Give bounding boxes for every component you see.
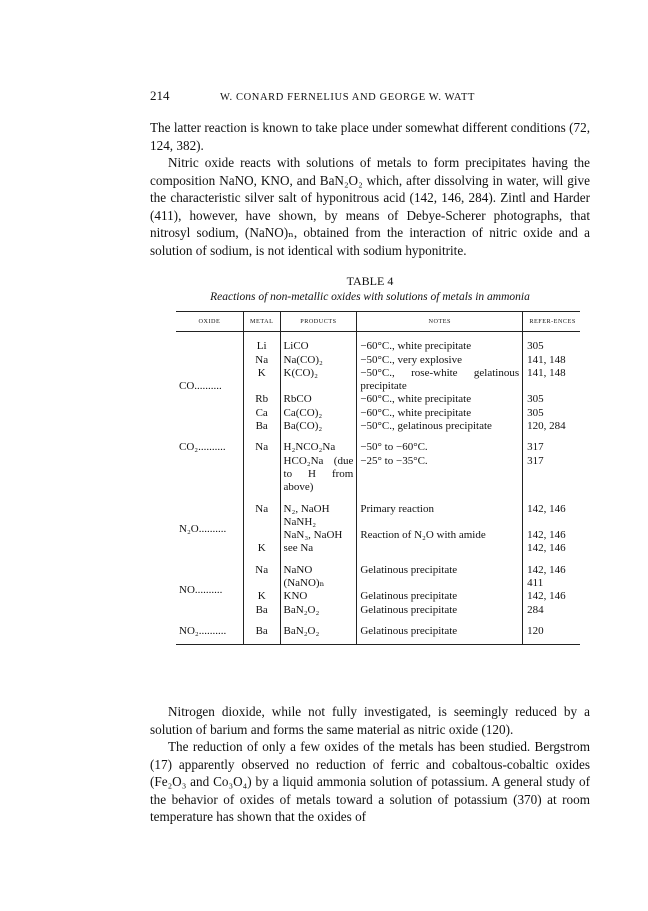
notes-cell: −50°C., gelatinous precipitate xyxy=(357,420,523,433)
product-cell: KNO xyxy=(280,590,357,603)
oxide-label: CO₂.......... xyxy=(179,441,226,454)
paragraph: The latter reaction is known to take place under somewhat different conditions (72, 124, 382). xyxy=(150,120,590,153)
product-cell: Na(CO)₂ xyxy=(280,354,357,367)
table-row xyxy=(176,503,580,530)
product-cell: NaN₃, NaOH xyxy=(280,529,357,542)
reference-cell: 141, 148 xyxy=(523,354,580,367)
oxide-label: N₂O.......... xyxy=(179,522,227,535)
product-cell: HCO₂Na (due to H from above) xyxy=(280,455,357,495)
notes-cell: −60°C., white precipitate xyxy=(357,393,523,406)
paragraph: The reduction of only a few oxides of the metals has been studied. Bergstrom (17) apparently observed no reduction of ferric and cobaltous-cobaltic oxides (Fe₂O₃ and Co₃O₄) by a liquid ammonia solution of potassium. A general study of the behavior of oxides of metals toward a solution of potassium (370) at room temperature has shown that the oxides of xyxy=(150,739,590,824)
product-cell: BaN₂O₂ xyxy=(280,625,357,645)
reference-cell: 142, 146 xyxy=(523,564,580,577)
reference-cell: 141, 148 xyxy=(523,367,580,394)
running-title: W. CONARD FERNELIUS AND GEORGE W. WATT xyxy=(220,92,475,103)
oxide-label: NO.......... xyxy=(179,583,223,596)
notes-cell: −60°C., white precipitate xyxy=(357,407,523,420)
notes-cell: Reaction of N₂O with amide xyxy=(357,529,523,542)
table-title: TABLE 4 xyxy=(346,274,394,288)
column-header-notes: NOTES xyxy=(357,312,523,332)
reference-cell: 305 xyxy=(523,407,580,420)
reference-cell: 317 xyxy=(523,441,580,454)
notes-cell: −50°C., rose-white gelatinous precipitate xyxy=(357,367,523,394)
table-row xyxy=(176,340,580,353)
product-cell: LiCO xyxy=(280,340,357,353)
reference-cell: 142, 146 xyxy=(523,590,580,603)
paragraph: Nitric oxide reacts with solutions of metals to form precipitates having the composition NaNO, KNO, and BaN₂O₂ which, after dissolving in water, will give the characteristic silver salt of hyponitrous acid (142, 146, 284). Zintl and Harder (411), however, have shown, by means of Debye-Scherer photographs, that nitrosyl sodium, (NaNO)ₙ, obtained from the interaction of nitric oxide and a solution of sodium, is not identical with sodium hyponitrite. xyxy=(150,155,590,258)
metal-cell: Ba xyxy=(243,604,280,617)
metal-cell xyxy=(243,455,280,495)
metal-cell xyxy=(243,529,280,542)
reference-cell: 317 xyxy=(523,455,580,495)
metal-cell: K xyxy=(243,542,280,555)
product-cell: N₂, NaOH NaNH₂ xyxy=(280,503,357,530)
column-header-references: REFER-ENCES xyxy=(523,312,580,332)
reactions-table xyxy=(176,311,580,645)
product-cell: RbCO xyxy=(280,393,357,406)
reference-cell: 142, 146 xyxy=(523,542,580,555)
product-cell: Ba(CO)₂ xyxy=(280,420,357,433)
oxide-label: CO.......... xyxy=(179,380,222,393)
table-header-row xyxy=(176,312,580,332)
table-row xyxy=(176,441,580,454)
notes-cell xyxy=(357,542,523,555)
metal-cell: Li xyxy=(243,340,280,353)
table-row xyxy=(176,625,580,645)
metal-cell: Rb xyxy=(243,393,280,406)
product-cell: NaNO xyxy=(280,564,357,577)
notes-cell: −60°C., white precipitate xyxy=(357,340,523,353)
metal-cell: Na xyxy=(243,503,280,530)
notes-cell: −25° to −35°C. xyxy=(357,455,523,495)
product-cell: see Na xyxy=(280,542,357,555)
column-header-products: PRODUCTS xyxy=(280,312,357,332)
table-row xyxy=(176,564,580,577)
reference-cell: 120 xyxy=(523,625,580,645)
metal-cell: Na xyxy=(243,441,280,454)
notes-cell: −50°C., very explosive xyxy=(357,354,523,367)
notes-cell: Gelatinous precipitate xyxy=(357,590,523,603)
product-cell: K(CO)₂ xyxy=(280,367,357,394)
notes-cell xyxy=(357,577,523,590)
metal-cell: K xyxy=(243,367,280,394)
page-number: 214 xyxy=(150,88,170,103)
reference-cell: 284 xyxy=(523,604,580,617)
metal-cell: Na xyxy=(243,564,280,577)
reference-cell: 120, 284 xyxy=(523,420,580,433)
product-cell: (NaNO)ₙ xyxy=(280,577,357,590)
paragraph: Nitrogen dioxide, while not fully investigated, is seemingly reduced by a solution of barium and forms the same material as nitric oxide (120). xyxy=(150,704,590,737)
product-cell: Ca(CO)₂ xyxy=(280,407,357,420)
notes-cell: Gelatinous precipitate xyxy=(357,564,523,577)
reference-cell: 411 xyxy=(523,577,580,590)
metal-cell: Ca xyxy=(243,407,280,420)
metal-cell: Ba xyxy=(243,420,280,433)
reference-cell: 142, 146 xyxy=(523,503,580,530)
product-cell: BaN₂O₂ xyxy=(280,604,357,617)
page-header xyxy=(150,88,475,104)
notes-cell: Gelatinous precipitate xyxy=(357,625,523,645)
column-header-oxide: OXIDE xyxy=(176,312,243,332)
notes-cell: Primary reaction xyxy=(357,503,523,530)
table-caption: Reactions of non-metallic oxides with solutions of metals in ammonia xyxy=(210,291,530,303)
product-cell: H₂NCO₂Na xyxy=(280,441,357,454)
reference-cell: 305 xyxy=(523,340,580,353)
oxide-label: NO₂.......... xyxy=(179,624,227,637)
metal-cell: Ba xyxy=(243,625,280,645)
notes-cell: Gelatinous precipitate xyxy=(357,604,523,617)
metal-cell xyxy=(243,577,280,590)
reference-cell: 142, 146 xyxy=(523,529,580,542)
notes-cell: −50° to −60°C. xyxy=(357,441,523,454)
column-header-metal: METAL xyxy=(243,312,280,332)
reference-cell: 305 xyxy=(523,393,580,406)
metal-cell: K xyxy=(243,590,280,603)
metal-cell: Na xyxy=(243,354,280,367)
